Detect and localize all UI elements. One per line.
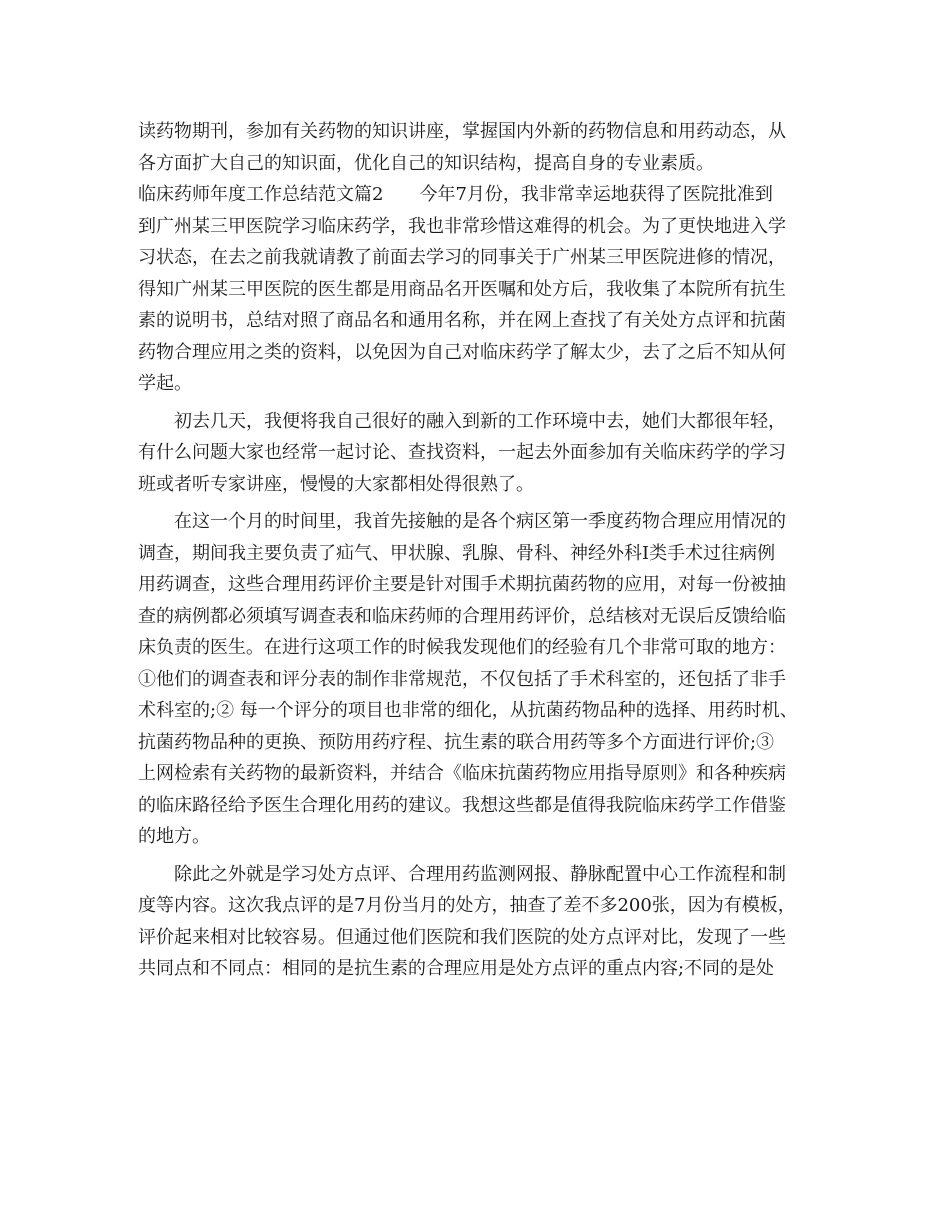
paragraph — [138, 506, 818, 853]
paragraph — [138, 179, 818, 400]
text-line: 度等内容。这次我点评的是7月份当月的处方，抽查了差不多200张，因为有模板， — [138, 895, 796, 916]
text-line: 班或者听专家讲座，慢慢的大家都相处得很熟了。 — [138, 473, 534, 495]
text-line: 素的说明书，总结对照了商品名和通用名称，并在网上查找了有关处方点评和抗菌 — [138, 310, 786, 331]
document-body — [138, 116, 818, 985]
text-line: 共同点和不同点：相同的是抗生素的合理应用是处方点评的重点内容;不同的是处 — [138, 958, 775, 979]
text-line: 评价起来相对比较容易。但通过他们医院和我们医院的处方点评对比，发现了一些 — [138, 926, 786, 948]
text-line: 抗菌药物品种的更换、预防用药疗程、抗生素的联合用药等多个方面进行评价;③ — [138, 731, 775, 753]
text-line: 学起。 — [138, 373, 192, 394]
text-line: 上网检索有关药物的最新资料，并结合《临床抗菌药物应用指导原则》和各种疾病 — [138, 763, 786, 784]
text-line: 各方面扩大自己的知识面，优化自己的知识结构，提高自身的专业素质。 — [138, 152, 714, 174]
text-line: 的临床路径给予医生合理化用药的建议。我想这些都是值得我院临床药学工作借鉴 — [138, 794, 786, 816]
paragraph — [138, 406, 818, 501]
paragraph — [138, 116, 818, 179]
text-line: 到广州某三甲医院学习临床药学，我也非常珍惜这难得的机会。为了更快地进入学 — [138, 215, 786, 237]
text-line: 药物合理应用之类的资料，以免因为自己对临床药学了解太少，去了之后不知从何 — [138, 341, 786, 363]
text-line: 读药物期刊，参加有关药物的知识讲座，掌握国内外新的药物信息和用药动态，从 — [138, 121, 786, 142]
text-line: 有什么问题大家也经常一起讨论、查找资料，一起去外面参加有关临床药学的学习 — [138, 442, 786, 463]
text-line: 在这一个月的时间里，我首先接触的是各个病区第一季度药物合理应用情况的 — [138, 511, 786, 532]
paragraph — [138, 859, 818, 985]
text-line: ①他们的调查表和评分表的制作非常规范，不仅包括了手术科室的，还包括了非手 — [138, 668, 786, 690]
text-line: 床负责的医生。在进行这项工作的时候我发现他们的经验有几个非常可取的地方： — [138, 637, 786, 658]
text-line: 初去几天，我便将我自己很好的融入到新的工作环境中去，她们大都很年轻， — [138, 410, 786, 432]
text-line: 临床药师年度工作总结范文篇2 今年7月份，我非常幸运地获得了医院批准到 — [138, 184, 773, 205]
text-line: 除此之外就是学习处方点评、合理用药监测网报、静脉配置中心工作流程和制 — [138, 863, 786, 885]
text-line: 术科室的;② 每一个评分的项目也非常的细化，从抗菌药物品种的选择、用药时机、 — [138, 700, 798, 721]
text-line: 用药调查，这些合理用药评价主要是针对围手术期抗菌药物的应用，对每一份被抽 — [138, 574, 786, 595]
text-line: 得知广州某三甲医院的医生都是用商品名开医嘱和处方后，我收集了本院所有抗生 — [138, 278, 786, 300]
text-line: 习状态，在去之前我就请教了前面去学习的同事关于广州某三甲医院进修的情况， — [138, 247, 786, 268]
text-line: 查的病例都必须填写调查表和临床药师的合理用药评价，总结核对无误后反馈给临 — [138, 605, 786, 627]
text-line: 的地方。 — [138, 826, 210, 847]
text-line: 调查，期间我主要负责了疝气、甲状腺、乳腺、骨科、神经外科Ⅰ类手术过往病例 — [138, 542, 776, 564]
